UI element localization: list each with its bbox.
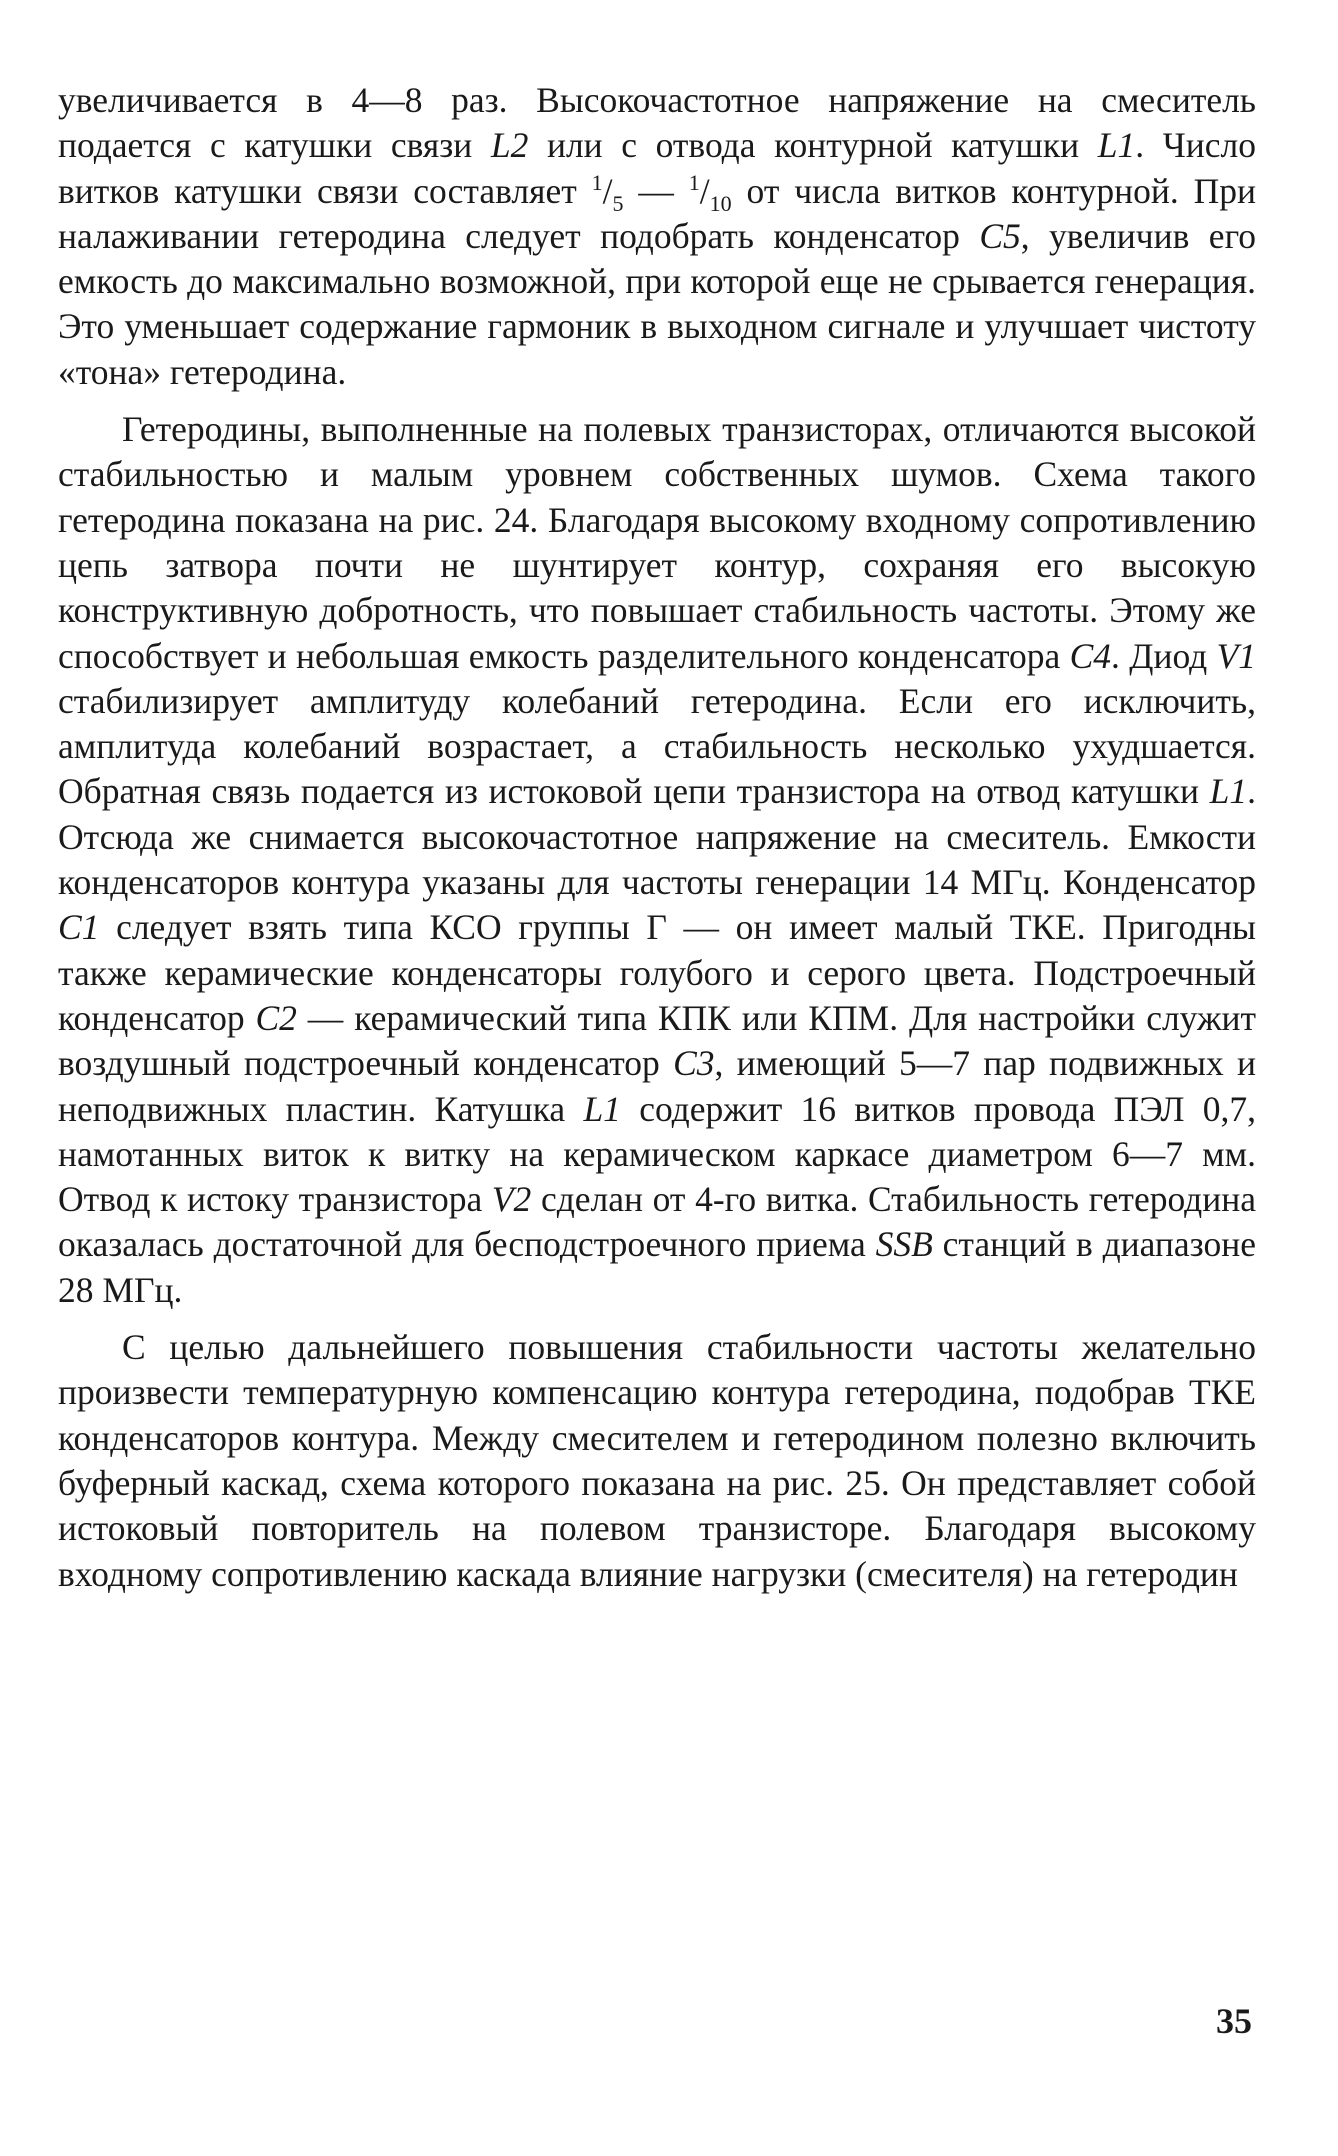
text-segment: содержит 16 витков провода ПЭЛ 0,7, намотанных виток к витку на керамическом каркасе диаметром 6—7 мм. Отвод к истоку транзистора: [58, 1088, 1256, 1220]
text-segment: , увеличив его емкость до максимально возможной, при которой еще не срывается генерация. Это уменьшает содержание гармоник в выходном сигнале и улучшает чистоту «тона» гетеродина.: [58, 215, 1256, 392]
fraction-denominator: 10: [709, 190, 732, 216]
fraction-numerator: 1: [591, 169, 603, 195]
fraction-denominator: 5: [612, 190, 624, 216]
page-body: [58, 78, 1256, 1597]
component-ref: SSB: [875, 1224, 933, 1265]
component-ref: V1: [1216, 635, 1256, 676]
component-ref: C5: [979, 215, 1021, 256]
text-segment: следует взять типа КСО группы Г — он имеет малый ТКЕ. Пригодны также керамические конденсаторы голубого и серого цвета. Подстроечный конденсатор: [58, 907, 1256, 1038]
paragraph-3: [58, 1325, 1256, 1597]
text-segment: , имеющий 5—7 пар подвижных и неподвижных пластин. Катушка: [58, 1043, 1257, 1129]
component-ref: V2: [491, 1179, 532, 1220]
component-ref: L2: [490, 125, 529, 166]
text-segment: . Диод: [1111, 635, 1217, 676]
text-segment: от числа витков контурной. При налаживании гетеродина следует подобрать конденсатор: [58, 170, 1256, 256]
text-segment: сделан от 4-го витка. Стабильность гетеродина оказалась достаточной для бесподстроечного приема: [58, 1179, 1256, 1265]
text-segment: Гетеродины, выполненные на полевых транзисторах, отличаются высокой стабильностью и малым уровнем собственных шумов. Схема такого гетеродина показана на рис. 24. Благодаря высокому входному сопротивлению цепь затвора почти не шунтирует контур, сохраняя его высокую конструктивную добротность, что повышает стабильность частоты. Этому же способствует и небольшая емкость разделительного конденсатора: [58, 409, 1256, 676]
component-ref: C4: [1069, 635, 1112, 676]
text-segment: — керамический типа КПК или КПМ. Для настройки служит воздушный подстроечный конденсатор: [58, 997, 1256, 1084]
text-segment: . Отсюда же снимается высокочастотное напряжение на смеситель. Емкости конденсаторов контура указаны для частоты генерации 14 МГц. Конденсатор: [58, 771, 1256, 903]
text-segment: или с отвода контурной катушки: [528, 125, 1098, 166]
fraction-one-fifth: $^1/_5$: [591, 169, 624, 216]
text-segment: станций в диапазоне 28 МГц.: [58, 1224, 1256, 1310]
component-ref: C3: [673, 1043, 715, 1084]
component-ref: C2: [255, 997, 297, 1038]
text-segment: увеличивается в 4—8 раз. Высокочастотное напряжение на смеситель подается с катушки связи: [58, 80, 1256, 166]
paragraph-2: [58, 407, 1256, 1313]
component-ref: L1: [1097, 125, 1136, 166]
component-ref: L1: [1209, 771, 1248, 812]
page-number: 35: [1216, 2001, 1252, 2041]
text-segment: —: [623, 170, 689, 211]
fraction-numerator: 1: [688, 169, 700, 195]
paragraph-1: [58, 78, 1256, 395]
text-segment: стабилизирует амплитуду колебаний гетеродина. Если его исключить, амплитуда колебаний возрастает, а стабильность несколько ухудшается. Обратная связь подается из истоковой цепи транзистора на отвод катушки: [58, 680, 1256, 812]
text-segment: . Число витков катушки связи составляет: [58, 125, 1256, 211]
component-ref: L1: [583, 1088, 621, 1129]
text-segment: С целью дальнейшего повышения стабильности частоты желательно произвести температурную компенсацию контура гетеродина, подобрав ТКЕ конденсаторов контура. Между смесителем и гетеродином полезно включить буферный каскад, схема которого показана на рис. 25. Он представляет собой истоковый повторитель на полевом транзисторе. Благодаря высокому входному сопротивлению каскада влияние нагрузки (смесителя) на гетеродин: [58, 1327, 1256, 1594]
fraction-one-tenth: $^1/_{10}$: [688, 169, 732, 216]
component-ref: C1: [58, 907, 100, 948]
